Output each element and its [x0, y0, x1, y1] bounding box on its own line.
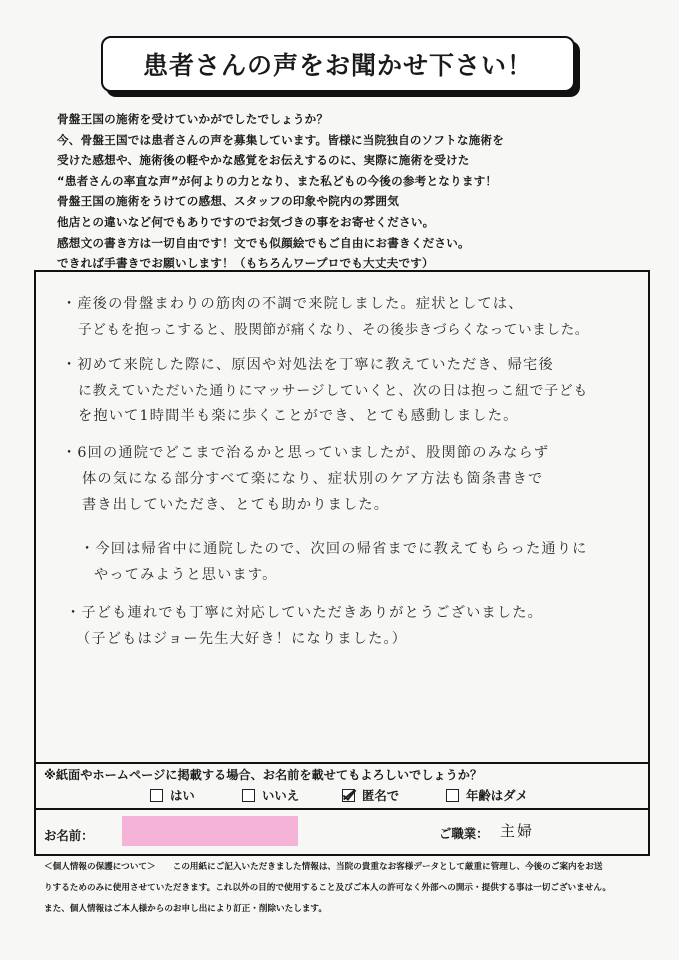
comment-line: ・産後の骨盤まわりの筋肉の不調で来院しました。症状としては、 — [62, 296, 524, 312]
comment-line: を抱いて1時間半も楽に歩くことができ、とても感動しました。 — [78, 408, 519, 424]
option-label: はい — [170, 788, 195, 803]
survey-form-frame — [34, 270, 650, 856]
comment-line: ・子ども連れでも丁寧に対応していただきありがとうございました。 — [66, 605, 544, 621]
checkbox-yes[interactable] — [150, 789, 163, 802]
name-consent-section — [36, 764, 648, 810]
intro-line: できれば手書きでお願いします！（もちろんワープロでも大丈夫です） — [57, 256, 434, 271]
option-anonymous[interactable] — [342, 786, 399, 804]
name-redaction-block — [122, 816, 298, 846]
intro-line: 感想文の書き方は一切自由です！文でも似顔絵でもご自由にお書きください。 — [57, 235, 470, 250]
intro-line: “患者さんの率直な声”が何よりの力となり、また私どもの今後の参考となります！ — [57, 173, 498, 188]
intro-line: 他店との違いなど何でもありですのでお気づきの事をお寄せください。 — [57, 214, 435, 229]
consent-question: ※紙面やホームページに掲載する場合、お名前を載せてもよろしいでしょうか？ — [44, 768, 483, 782]
intro-text — [57, 109, 657, 274]
name-occupation-row — [36, 810, 648, 854]
option-no-age[interactable] — [446, 786, 528, 804]
comment-line: ・6回の通院でどこまで治るかと思っていましたが、股関節のみならず — [62, 445, 550, 461]
intro-line: 今、骨盤王国では患者さんの声を募集しています。皆様に当院独自のソフトな施術を — [57, 132, 505, 147]
intro-line: 骨盤王国の施術を受けていかがでしたでしょうか？ — [57, 112, 329, 126]
handwritten-comment-area — [36, 272, 648, 764]
comment-line: ・今回は帰省中に通院したので、次回の帰省までに教えてもらった通りに — [80, 541, 588, 557]
checkbox-no-age[interactable] — [446, 789, 459, 802]
option-no[interactable] — [242, 786, 299, 804]
page-title: 患者さんの声をお聞かせ下さい！ — [142, 51, 533, 80]
comment-line: 書き出していただき、とても助かりました。 — [82, 497, 390, 513]
comment-line: 子どもを抱っこすると、股関節が痛くなり、その後歩きづらくなっていました。 — [78, 322, 589, 338]
occupation-value: 主婦 — [500, 822, 535, 840]
privacy-line: また、個人情報はご本人様からのお申し出により訂正・削除いたします。 — [44, 904, 327, 914]
privacy-notice — [44, 857, 654, 920]
comment-line: ・初めて来院した際に、原因や対処法を丁寧に教えていただき、帰宅後 — [62, 357, 554, 373]
title-box — [101, 36, 575, 92]
comment-line: やってみようと思います。 — [94, 567, 278, 583]
checkbox-no[interactable] — [242, 789, 255, 802]
privacy-line: ＜個人情報の保護について＞ この用紙にご記入いただきました情報は、当院の貴重なお客様データとして厳重に管理し、今後のご案内をお送 — [44, 862, 603, 872]
comment-line: （子どもはジョー先生大好き！になりました。） — [76, 631, 408, 647]
option-yes[interactable] — [150, 786, 195, 804]
privacy-line: りするためのみに使用させていただきます。これ以外の目的で使用すること及びご本人の許可なく外部への開示・提供する事は一切ございません。 — [44, 883, 612, 893]
occupation-label: ご職業： — [439, 826, 489, 841]
option-label: いいえ — [262, 788, 300, 803]
intro-line: 受けた感想や、施術後の軽やかな感覚をお伝えするのに、実際に施術を受けた — [57, 153, 470, 168]
checkbox-anonymous-checked[interactable] — [342, 789, 355, 802]
name-label: お名前： — [44, 828, 94, 843]
comment-line: に教えていただいた通りにマッサージしていくと、次の日は抱っこ紐で子ども — [78, 383, 589, 399]
intro-line: 骨盤王国の施術をうけての感想、スタッフの印象や院内の雰囲気 — [57, 194, 400, 209]
option-label: 匿名で — [362, 788, 400, 803]
option-label: 年齢はダメ — [466, 788, 528, 803]
comment-line: 体の気になる部分すべて楽になり、症状別のケア方法も箇条書きで — [82, 471, 544, 487]
